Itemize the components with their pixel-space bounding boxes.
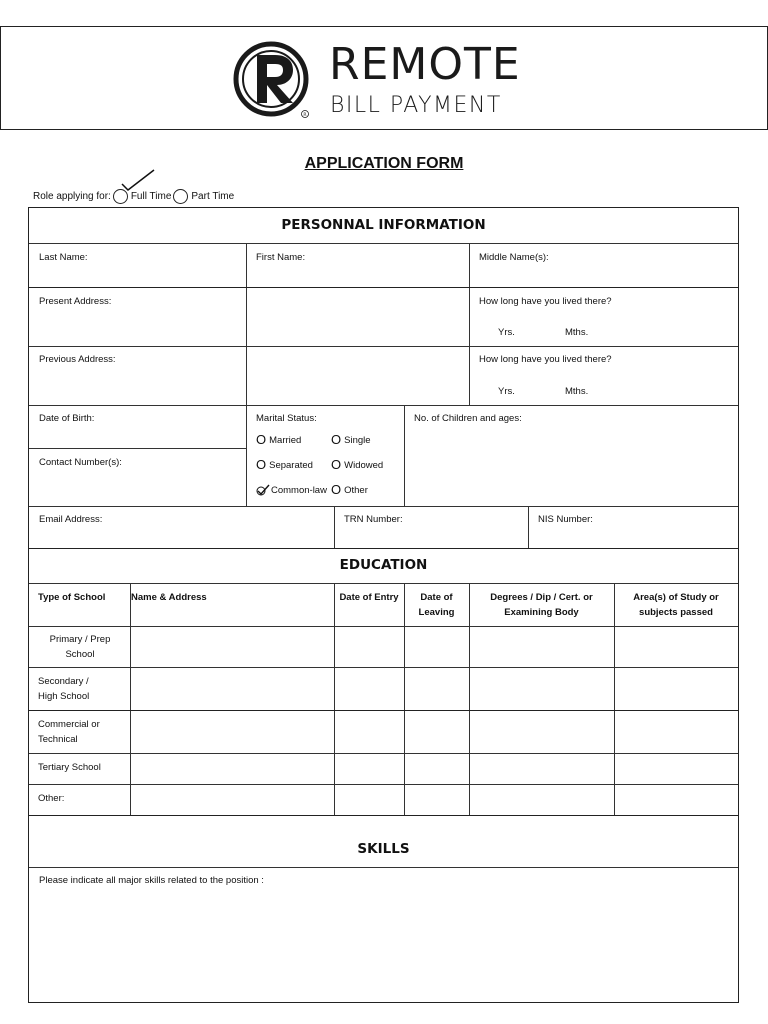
marital-separated-option[interactable]: O Separated <box>256 457 313 472</box>
checked-circle-icon <box>256 484 270 496</box>
first-name-field[interactable]: First Name: <box>256 252 306 263</box>
marital-status-label: Marital Status: <box>256 413 317 424</box>
marital-single-option[interactable]: O Single <box>331 432 371 447</box>
part-time-radio[interactable] <box>173 189 188 204</box>
nis-number-field[interactable]: NIS Number: <box>538 514 593 525</box>
previous-duration-label: How long have you lived there? <box>479 354 612 365</box>
marital-common-law-option[interactable]: Common-law <box>256 484 327 496</box>
skills-heading: SKILLS <box>357 841 410 857</box>
header-banner <box>0 26 768 130</box>
logo-word-bill-payment: BILL PAYMENT <box>330 93 502 118</box>
row-primary-school: Primary / Prep School <box>49 634 111 660</box>
application-form-grid <box>28 207 739 1003</box>
skills-prompt[interactable]: Please indicate all major skills related to the position : <box>39 875 264 886</box>
col-date-entry: Date of Entry <box>339 592 399 603</box>
marital-widowed-option[interactable]: O Widowed <box>331 457 384 472</box>
middle-name-field[interactable]: Middle Name(s): <box>479 252 549 263</box>
email-address-field[interactable]: Email Address: <box>39 514 103 525</box>
logo-r-icon <box>233 39 311 119</box>
role-label: Role applying for: <box>33 191 111 202</box>
col-areas-study: Area(s) of Study or subjects passed <box>633 592 719 618</box>
role-selector <box>33 189 234 204</box>
full-time-label: Full Time <box>130 191 172 202</box>
company-logo <box>233 39 543 119</box>
row-tertiary-school: Tertiary School <box>38 762 101 773</box>
contact-number-field[interactable]: Contact Number(s): <box>39 457 122 468</box>
last-name-field[interactable]: Last Name: <box>39 252 88 263</box>
row-commercial-technical: Commercial or Technical <box>38 719 100 745</box>
marital-other-option[interactable]: O Other <box>331 482 368 497</box>
row-other: Other: <box>38 793 65 804</box>
personal-info-heading: PERSONNAL INFORMATION <box>281 217 486 233</box>
trn-number-field[interactable]: TRN Number: <box>344 514 403 525</box>
col-name-address: Name & Address <box>131 592 207 603</box>
svg-text:R: R <box>303 113 307 118</box>
row-secondary-school: Secondary / High School <box>38 676 90 702</box>
education-heading: EDUCATION <box>339 557 428 573</box>
previous-months-field[interactable]: Mths. <box>565 386 589 397</box>
previous-address-field[interactable]: Previous Address: <box>39 354 116 365</box>
previous-years-field[interactable]: Yrs. <box>498 386 515 397</box>
col-date-leaving: Date of Leaving <box>418 592 455 618</box>
full-time-radio[interactable] <box>113 189 128 204</box>
children-ages-field[interactable]: No. of Children and ages: <box>414 413 522 424</box>
col-type-of-school: Type of School <box>38 592 106 603</box>
marital-married-option[interactable]: O Married <box>256 432 302 447</box>
present-months-field[interactable]: Mths. <box>565 327 589 338</box>
form-title: APPLICATION FORM <box>304 155 464 172</box>
present-years-field[interactable]: Yrs. <box>498 327 515 338</box>
present-address-field[interactable]: Present Address: <box>39 296 112 307</box>
present-duration-label: How long have you lived there? <box>479 296 612 307</box>
logo-word-remote: REMOTE <box>329 39 521 90</box>
part-time-label: Part Time <box>191 191 235 202</box>
col-degrees: Degrees / Dip / Cert. or Examining Body <box>490 592 593 618</box>
date-of-birth-field[interactable]: Date of Birth: <box>39 413 95 424</box>
